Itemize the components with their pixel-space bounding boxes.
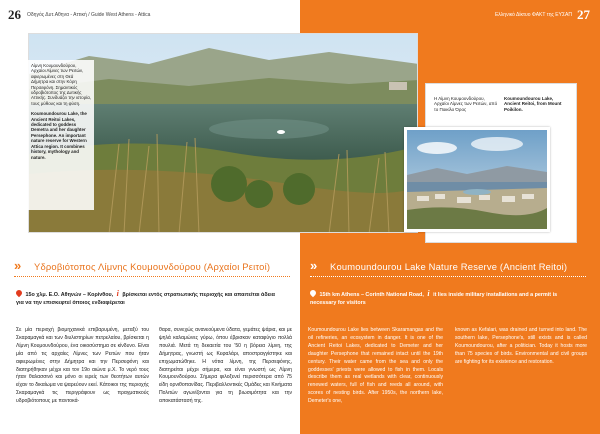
inset-caption-english: Koumoundourou Lake, Ancient Reitoi, from Mount Poikilon. <box>504 96 562 112</box>
map-pin-icon <box>309 289 317 297</box>
photo-caption-box <box>28 60 94 210</box>
location-english-note: it lies inside military installations and a permit is necessary for visitors <box>310 292 558 306</box>
section-heading-greek: Υδροβιότοπος Λίμνης Κουμουνδούρου (Αρχαίοι Ρειτοί) <box>34 261 271 272</box>
section-heading-english: Koumoundourou Lake Nature Reserve (Ancient Reitoi) <box>330 261 568 272</box>
location-greek-note: βρίσκεται εντός στρατιωτικής περιοχής και απαιτείται άδεια για να την επισκεφτεί όποιος ενδιαφέρεται <box>16 292 275 306</box>
chevron-right-icon: » <box>14 258 22 273</box>
photo-caption-greek: Λίμνη Κουμουνδούρου, Αρχαίοι Λίμνες των Ρειτών, αφιερωμένες στη Θεά Δήμητρα και στην Κόρη Περσεφόνη. Σημαντικός υδροβιότοπος της Δυτικής Αττικής. Συνδυάζει την ιστορία, τους μύθους και τη φύση. <box>31 63 91 106</box>
body-text-english-col2: known as Kefalari, was drained and turned into land. The southern lake, Persephone's, still exists and is called Koumoundourou, after a politician. Today it hosts more than 75 species of birds. Environmental and civil groups are fighting for its existence and restoration. <box>455 327 587 365</box>
photo-caption-english: Koumoundourou Lake, the Ancient Reitoi Lakes, dedicated to goddess Demetra and her daughter Persephone. An important nature reserve for Western Attica region. It combines history, mythology and nature. <box>31 111 87 160</box>
page-number-left: 26 <box>8 7 21 22</box>
location-greek <box>16 290 278 307</box>
info-icon: i <box>116 289 119 298</box>
divider-right <box>310 276 586 277</box>
info-icon: i <box>427 289 430 298</box>
running-header-right: Ελληνικό Δίκτυο ΦΑΚΤ της ΕΥΣΑΠ <box>494 12 572 18</box>
chevron-right-icon: » <box>310 258 318 273</box>
inset-caption <box>432 92 567 130</box>
page-number-right: 27 <box>577 7 590 22</box>
body-text-greek-col2: θαρα, συνεχώς ανανεούμενα ύδατα, γεμάτες ψάρια, και με ψηλά καλαμώνες γύρω, όπου έβρισκαν καταφύγιο πολλά πουλιά. Μετά τη δεκαετία του '50 η βόρεια λίμνη, της Δήμητρας, γνωστή ως Κεφαλάρι, αποστραγγίστηκε και επιχωματώθηκε. Η νότια λίμνη, της Περσεφόνης, διατηρείται μέχρι σήμερα, και είναι γνωστή ως Λίμνη Κουμουνδούρου. Σήμερα φιλοξενεί περισσότερα από 75 είδη ορνιθοπανίδας. Περιβαλλοντικές Ομάδες και Κινήματα Πολιτών αγωνίζονται για τη βιωσιμότητα και την αποκατάστασή της. <box>159 327 292 405</box>
mountain-view-photo <box>404 127 550 232</box>
mountain-view-illustration <box>407 130 547 229</box>
divider-left <box>14 276 290 277</box>
inset-caption-greek: Η Λίμνη Κουμουνδούρου, Αρχαίοι Λίμνες των Ρειτών, από το Ποικίλο Όρος <box>434 96 498 112</box>
location-english-address: 15th km Athens – Corinth National Road, <box>319 292 424 298</box>
location-english <box>310 290 580 307</box>
map-pin-icon <box>15 289 23 297</box>
body-text-greek-col1: Σε μία περιοχή βιομηχανικά επιβαρυμένη, μεταξύ του Σκαραμαγκά και των διυλιστηρίων πετρελαίου, βρίσκεται η Λίμνη Κουμουνδούρου, ένα οικοσύστημα σε κίνδυνο. Είναι μία από τις αρχαίες Λίμνες των Ρειτών που ήταν αφιερωμένες στην Δήμητρα και την Περσεφόνη και διατηρήθηκαν μέχρι και τον 19ο αιώνα μ.Χ. Το νερό τους ήταν θαλασσινό και μόνο οι ιερείς των θεοτήτων αυτών είχαν το δικαίωμα να ψαρεύουν εκεί. Κάτοικοι της περιοχής Σκαραμαγκά τις περιγράφουν ως πραγματικούς υδροβιότοπους με παντοκά- <box>16 327 149 405</box>
running-header-left: Οδηγός Δυτ.Αθηνα - Αττική / Guide West Athens - Attica <box>27 12 151 18</box>
location-greek-address: 15ο χλμ. Ε.Ο. Αθηνών – Κορίνθου, <box>25 292 114 298</box>
body-text-english-col1: Koumoundourou Lake lies between Skaramangas and the oil refineries, an ecosystem in danger. It is one of the Ancient Reitoi Lakes, dedicated to Demeter and her daughter Persephone that remained intact until the 19th century. Their water came from the sea and only the goddesses' priests were allowed to fish in them. Locals describe them as real wetlands with clear, continuously renewed waters, full of fish and reeds all around, with scores of nesting birds. After 1950s, the northern lake, Demeter's one, <box>308 327 443 405</box>
